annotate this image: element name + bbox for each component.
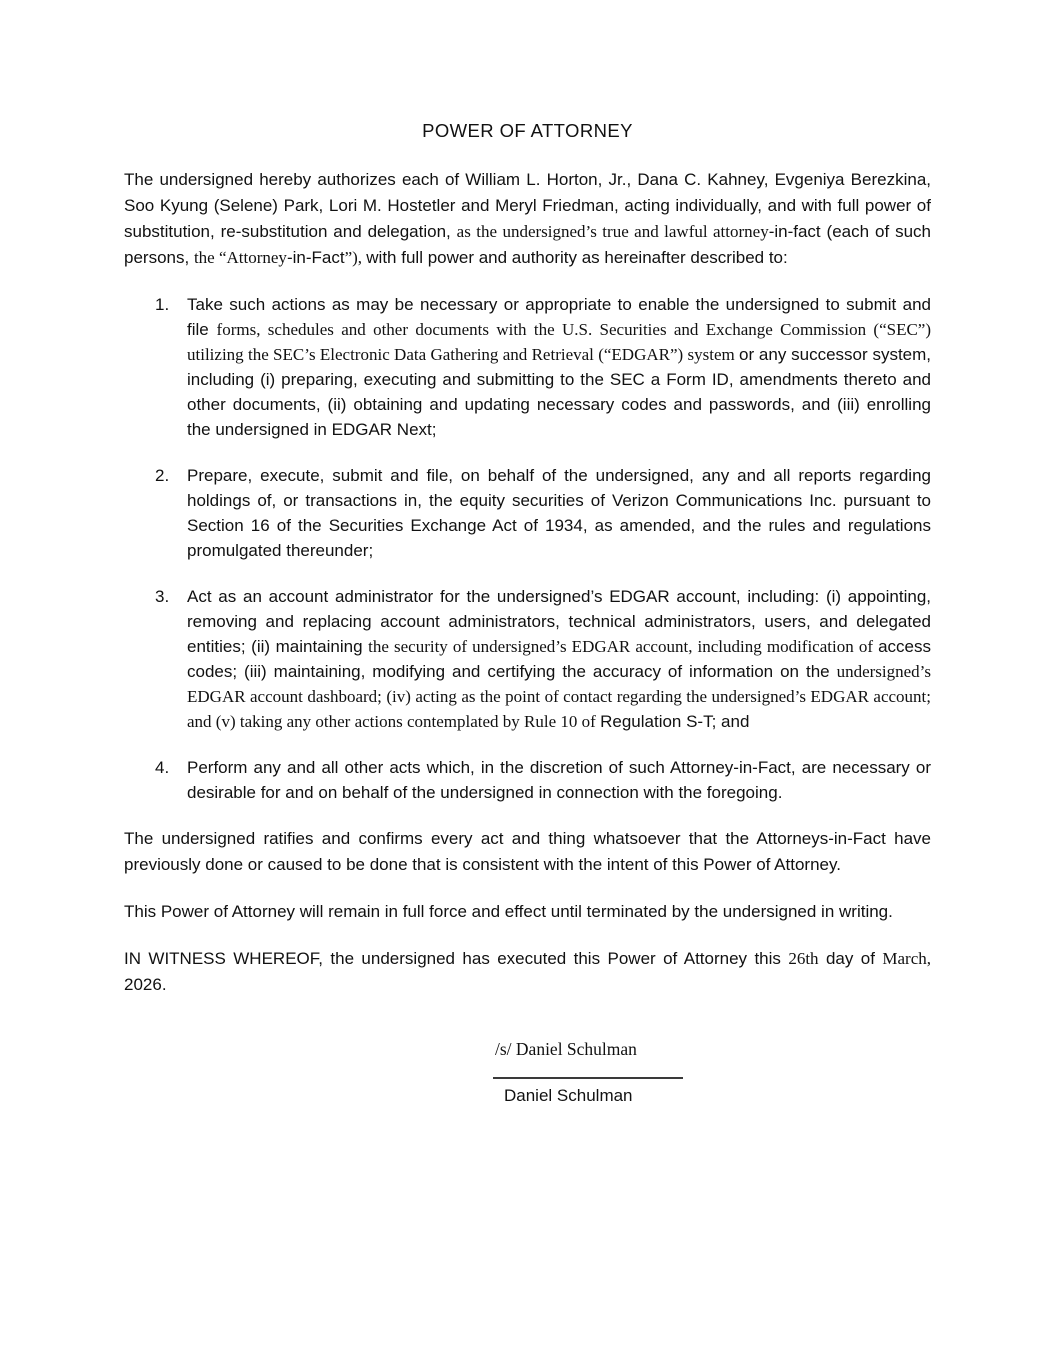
electronic-signature: /s/ Daniel Schulman (495, 1039, 637, 1059)
list-item-2 (124, 463, 931, 563)
list-item-2-text: Prepare, execute, submit and file, on behalf of the undersigned, any and all reports regarding holdings of, or transactions in, the equity securities of Verizon Communications Inc. pursuant to Section 16 of the Securities Exchange Act of 1934, as amended, and the rules and regulations promulgated thereunder; (187, 466, 931, 560)
list-item-3 (124, 584, 931, 734)
list-item-1-text: Take such actions as may be necessary or appropriate to enable the undersigned to submit and file forms, schedules and other documents with the U.S. Securities and Exchange Commission (“SEC”) utilizing the SEC’s Electronic Data Gathering and Retrieval (“EDGAR”) system or any successor system, including (i) preparing, executing and submitting to the SEC a Form ID, amendments thereto and other documents, (ii) obtaining and updating necessary codes and passwords, and (iii) enrolling the undersigned in EDGAR Next; (187, 295, 931, 439)
witness-paragraph: IN WITNESS WHEREOF, the undersigned has executed this Power of Attorney this 26th day of March, 2026. (124, 949, 931, 994)
list-item-4-number: 4. (155, 758, 170, 777)
list-item-4 (124, 755, 931, 805)
list-item-3-number: 3. (155, 587, 170, 606)
signature-block (493, 1036, 931, 1109)
list-item-1 (124, 292, 931, 442)
document-title: POWER OF ATTORNEY (422, 120, 633, 141)
list-item-4-text: Perform any and all other acts which, in the discretion of such Attorney-in-Fact, are necessary or desirable for and on behalf of the undersigned in connection with the foregoing. (187, 758, 931, 802)
duration-paragraph: This Power of Attorney will remain in full force and effect until terminated by the undersigned in writing. (124, 902, 893, 921)
authority-list (124, 292, 931, 805)
list-item-3-text: Act as an account administrator for the undersigned’s EDGAR account, including: (i) appointing, removing and replacing account administrators, technical administrators, users, and delegated entities; (ii) maintaining the security of undersigned’s EDGAR account, including modification of access codes; (iii) maintaining, modifying and certifying the accuracy of information on the undersigned’s EDGAR account dashboard; (iv) acting as the point of contact regarding the undersigned’s EDGAR account; and (v) taking any other actions contemplated by Rule 10 of Regulation S-T; and (187, 587, 931, 731)
signer-name: Daniel Schulman (504, 1086, 633, 1105)
list-item-2-number: 2. (155, 466, 170, 485)
ratification-paragraph: The undersigned ratifies and confirms every act and thing whatsoever that the Attorneys-in-Fact have previously done or caused to be done that is consistent with the intent of this Power of Attorney. (124, 829, 931, 874)
intro-paragraph: The undersigned hereby authorizes each of William L. Horton, Jr., Dana C. Kahney, Evgeniya Berezkina, Soo Kyung (Selene) Park, Lori M. Hostetler and Meryl Friedman, acting individually, and with full power of substitution, re-substitution and delegation, as the undersigned’s true and lawful attorney-in-fact (each of such persons, the “Attorney-in-Fact”), with full power and authority as hereinafter described to: (124, 170, 931, 267)
list-item-1-number: 1. (155, 295, 170, 314)
